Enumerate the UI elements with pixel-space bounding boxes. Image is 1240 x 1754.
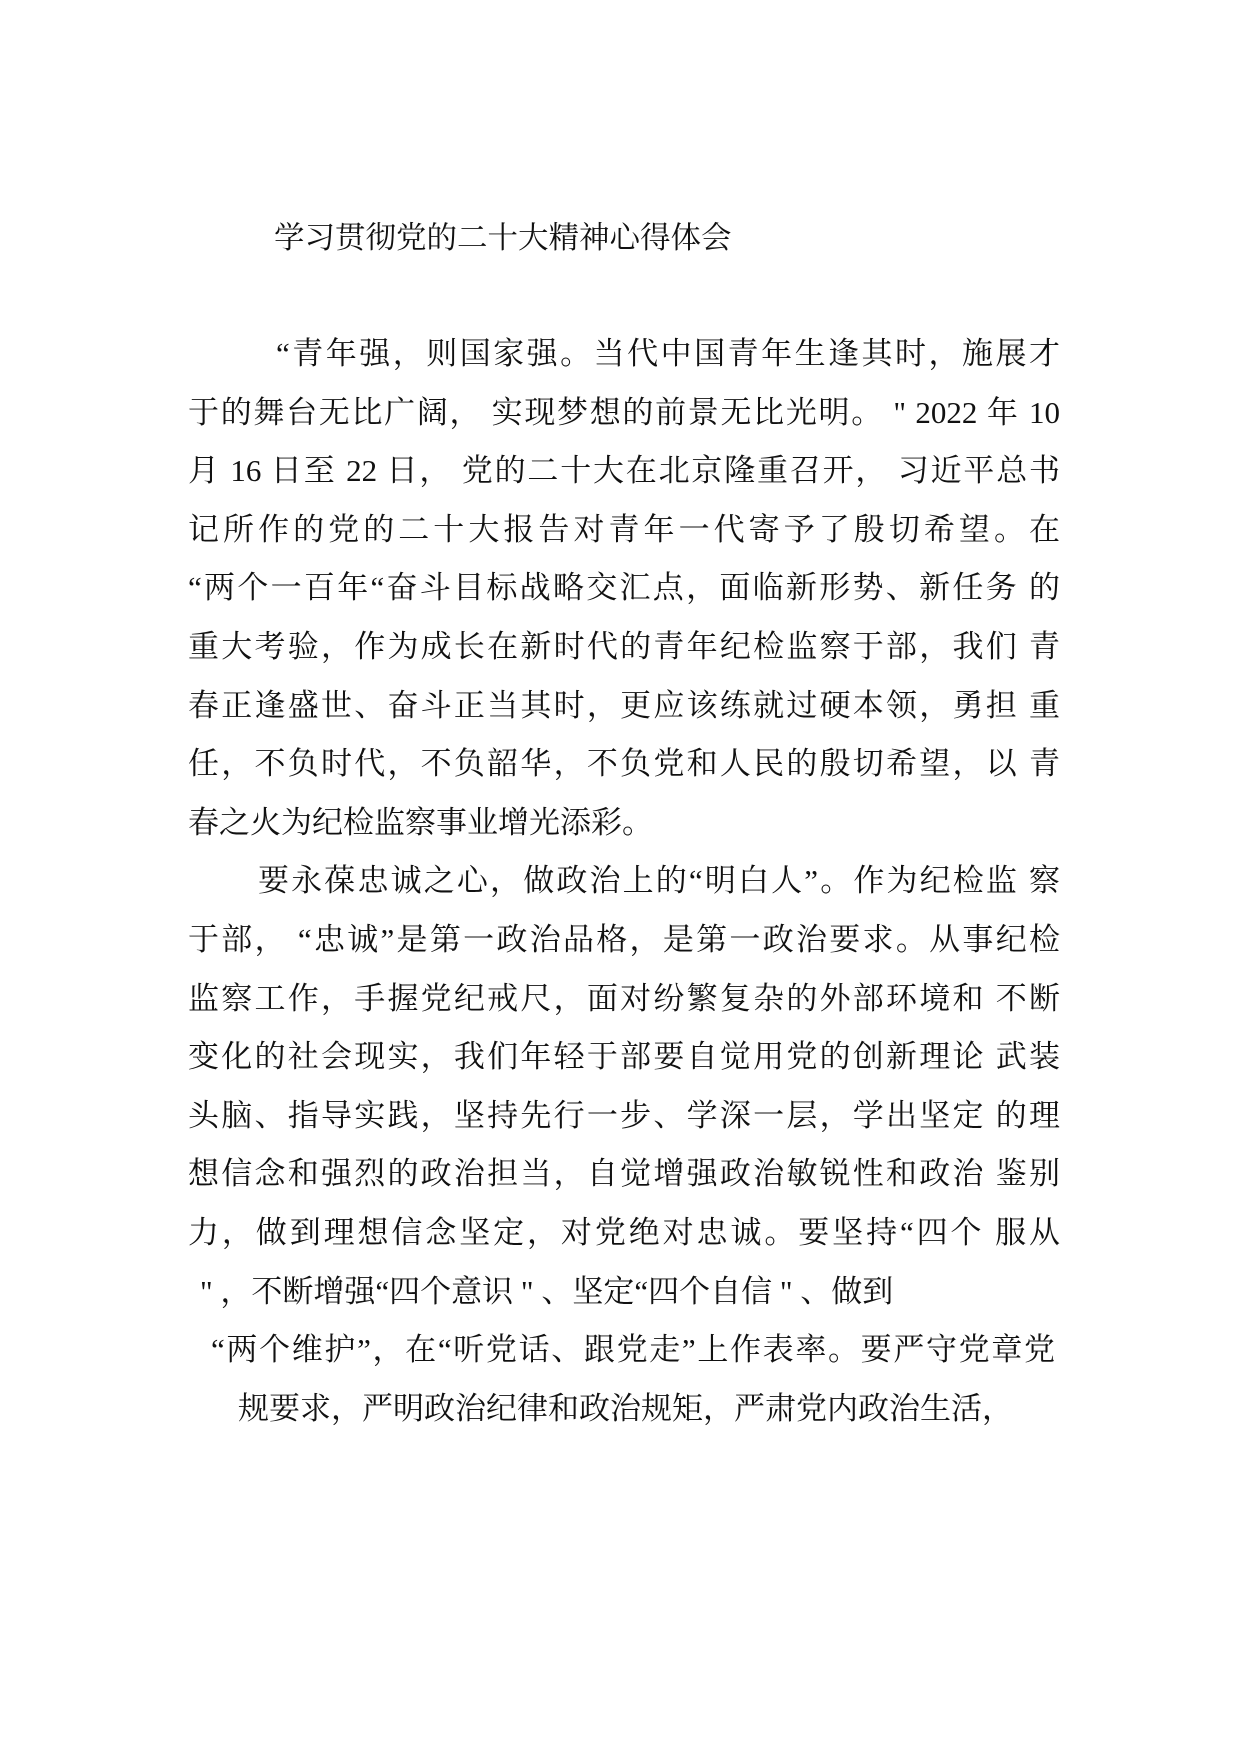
body-line: “两个维护”，在“听党话、跟党走”上作表率。要严守党章党 bbox=[211, 1332, 1055, 1368]
body-line: 要永葆忠诚之心，做政治上的“明白人”。作为纪检监 察 bbox=[258, 863, 1060, 899]
body-line: 力，做到理想信念坚定，对党绝对忠诚。要坚持“四个 服从 bbox=[188, 1214, 1060, 1250]
body-line: 变化的社会现实，我们年轻于部要自觉用党的创新理论 武装 bbox=[188, 1039, 1060, 1075]
body-line: “青年强，则国家强。当代中国青年生逢其时，施展才 bbox=[276, 336, 1060, 371]
body-line: " ，不断增强“四个意识 " 、坚定“四个自信 " 、做到 bbox=[200, 1273, 894, 1309]
body-line: 记所作的党的二十大报告对青年一代寄予了殷切希望。在 bbox=[188, 511, 1060, 547]
paragraph bbox=[188, 325, 1060, 852]
body-line: 重大考验，作为成长在新时代的青年纪检监察于部，我们 青 bbox=[188, 628, 1060, 664]
body-line: 于部， “忠诚”是第一政治品格，是第一政治要求。从事纪检 bbox=[188, 921, 1060, 957]
body-line: “两个一百年“奋斗目标战略交汇点，面临新形势、新任务 的 bbox=[188, 570, 1060, 606]
body-line: 想信念和强烈的政治担当，自觉增强政治敏锐性和政治 鉴别 bbox=[188, 1156, 1060, 1192]
body-line: 监察工作，手握党纪戒尺，面对纷繁复杂的外部环境和 不断 bbox=[188, 980, 1060, 1016]
body-line: 春正逢盛世、奋斗正当其时，更应该练就过硬本领，勇担 重 bbox=[188, 687, 1060, 723]
body-line: 头脑、指导实践，坚持先行一步、学深一层，学出坚定 的理 bbox=[188, 1097, 1060, 1133]
paragraph bbox=[188, 852, 1060, 1438]
document-title: 学习贯彻党的二十大精神心得体会 bbox=[274, 221, 732, 256]
body-line: 春之火为纪检监察事业增光添彩。 bbox=[188, 804, 653, 840]
body-line: 于的舞台无比广阔， 实现梦想的前景无比光明。 " 2022 年 10 bbox=[188, 394, 1060, 430]
body-line: 月 16 日至 22 日， 党的二十大在北京隆重召开， 习近平总书 bbox=[188, 453, 1060, 489]
document-body bbox=[188, 325, 1060, 1438]
body-line: 规要求，严明政治纪律和政治规矩，严肃党内政治生活， bbox=[238, 1390, 1013, 1426]
body-line: 任，不负时代，不负韶华，不负党和人民的殷切希望，以 青 bbox=[188, 746, 1060, 782]
